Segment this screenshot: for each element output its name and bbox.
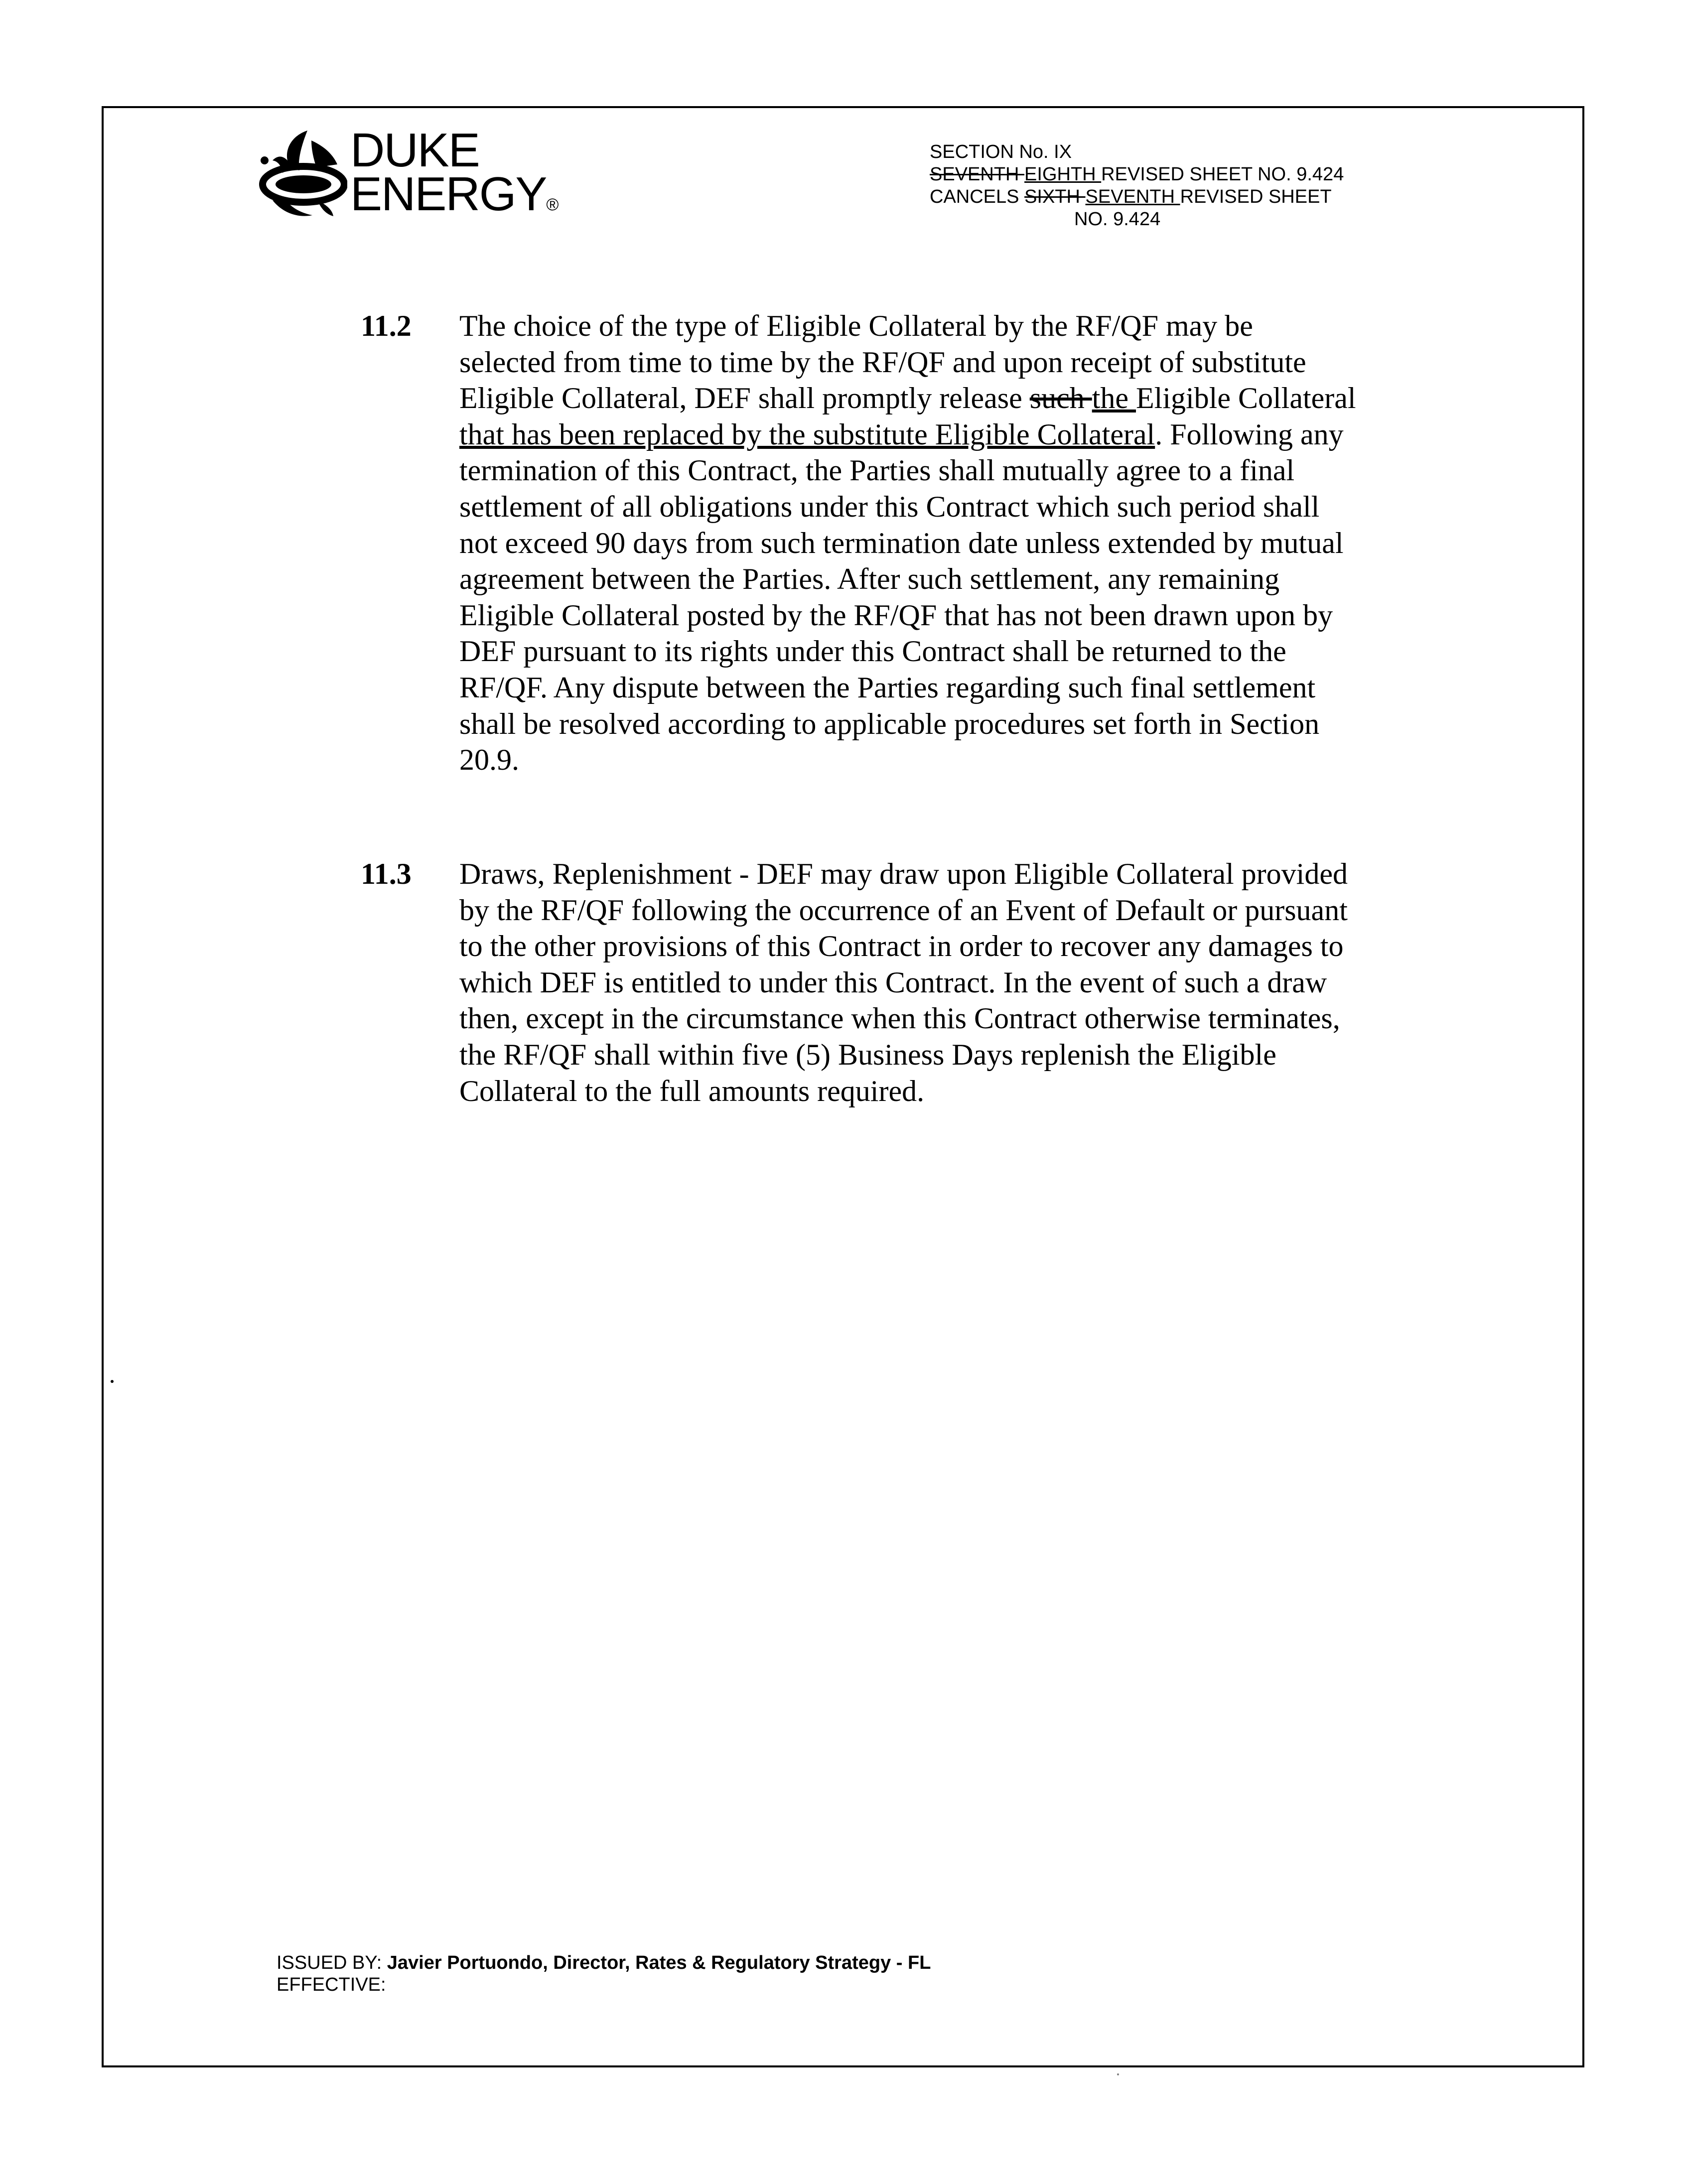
inserted-text: the: [1092, 382, 1136, 415]
logo-wordmark-line2: ENERGY: [350, 167, 547, 221]
registered-trademark-mark: ®: [546, 195, 558, 214]
sheet-header: [930, 141, 1344, 231]
revised-sheet-line: SEVENTH EIGHTH REVISED SHEET NO. 9.424: [930, 164, 1344, 185]
issued-by-value: Javier Portuondo, Director, Rates & Regulatory Strategy - FL: [387, 1952, 931, 1973]
section-11-2-body: The choice of the type of Eligible Collateral by the RF/QF may be selected from time to time by the RF/QF and upon receipt of substitute Eligible Collateral, DEF shall promptly release such the Eligible Collateral that has been replaced by the substitute Eligible Collateral. Following any termination of this Contract, the Parties shall mutually agree to a final settlement of all obligations under this Contract which such period shall not exceed 90 days from such termination date unless extended by mutual agreement between the Parties. After such settlement, any remaining Eligible Collateral posted by the RF/QF that has not been drawn upon by DEF pursuant to its rights under this Contract shall be returned to the RF/QF. Any dispute between the Parties regarding such final settlement shall be resolved according to applicable procedures set forth in Section 20.9.: [459, 309, 1356, 777]
duke-energy-emblem-icon: [258, 126, 347, 220]
duke-energy-logo: [258, 124, 558, 221]
cancels-line: CANCELS SIXTH SEVENTH REVISED SHEET: [930, 186, 1332, 207]
scan-speck: [111, 1380, 114, 1383]
cancels-sheet-number: NO. 9.424: [1074, 209, 1161, 230]
logo-wordmark-line1: DUKE: [350, 124, 479, 177]
inserted-text: EIGHTH: [1024, 164, 1102, 185]
deleted-text: such: [1029, 382, 1092, 415]
section-number-11-2: 11.2: [361, 309, 412, 342]
deleted-text: SEVENTH: [930, 164, 1025, 185]
section-number-11-3: 11.3: [361, 857, 412, 890]
issued-by-label: ISSUED BY:: [277, 1952, 387, 1973]
deleted-text: SIXTH: [1024, 186, 1086, 207]
effective-label: EFFECTIVE:: [277, 1974, 386, 1995]
inserted-text: SEVENTH: [1085, 186, 1180, 207]
inserted-text: that has been replaced by the substitute Eligible Collateral: [459, 417, 1155, 451]
section-number: SECTION No. IX: [930, 141, 1072, 162]
section-11-3-body: Draws, Replenishment - DEF may draw upon Eligible Collateral provided by the RF/QF following the occurrence of an Event of Default or pursuant to the other provisions of this Contract in order to recover any damages to which DEF is entitled to under this Contract. In the event of such a draw then, except in the circumstance when this Contract otherwise terminates, the RF/QF shall within five (5) Business Days replenish the Eligible Collateral to the full amounts required.: [459, 857, 1348, 1107]
issued-footer: [277, 1952, 931, 1996]
scan-speck: [1117, 2073, 1119, 2075]
